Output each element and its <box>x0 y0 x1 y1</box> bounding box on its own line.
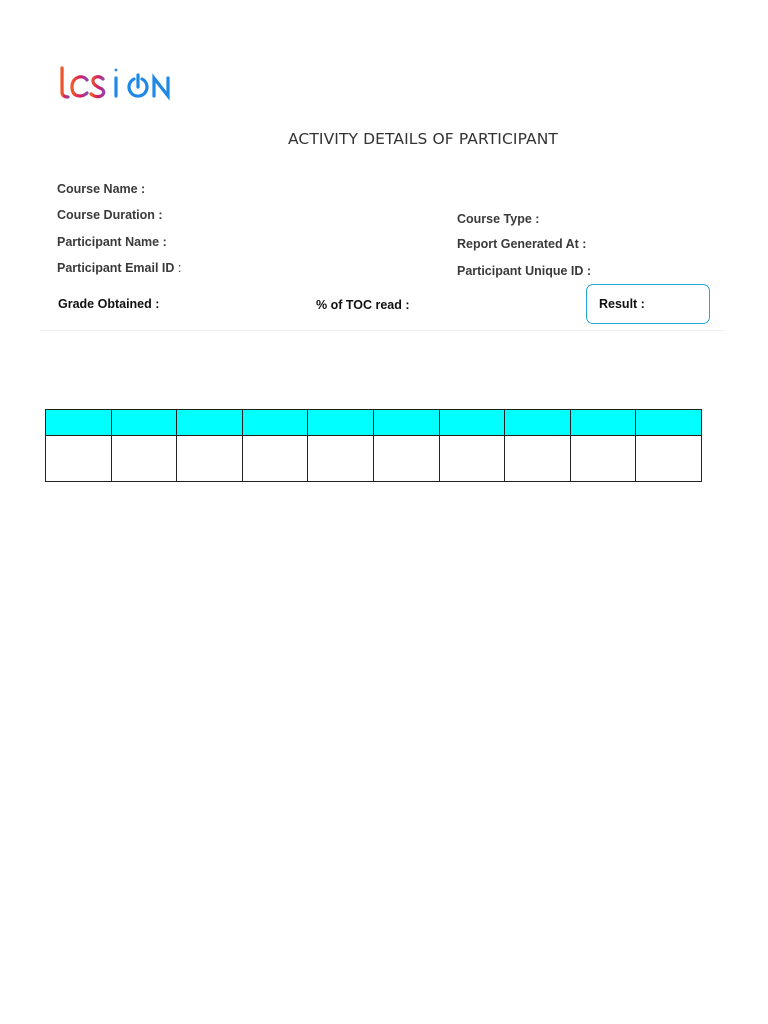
course-type-label: Course Type : <box>457 212 540 226</box>
table-header-cell <box>177 410 243 436</box>
table-header-cell <box>505 410 571 436</box>
table-cell <box>373 436 439 482</box>
table-header-cell <box>242 410 308 436</box>
report-generated-label: Report Generated At : <box>457 237 587 251</box>
tcs-ion-logo <box>56 62 186 102</box>
table-header-cell <box>373 410 439 436</box>
grade-obtained-label: Grade Obtained : <box>58 297 160 311</box>
table-cell <box>570 436 636 482</box>
participant-email-label <box>57 261 181 275</box>
participant-unique-id-label: Participant Unique ID : <box>457 264 592 278</box>
course-name-label: Course Name : <box>57 182 146 196</box>
page-title: ACTIVITY DETAILS OF PARTICIPANT <box>288 130 558 148</box>
participant-email-colon: : <box>174 261 182 275</box>
table-cell <box>308 436 374 482</box>
table-row <box>46 436 702 482</box>
table-header-row <box>46 410 702 436</box>
table-cell <box>177 436 243 482</box>
table-cell <box>46 436 112 482</box>
participant-email-label-text: Participant Email ID <box>57 261 175 275</box>
table-cell <box>636 436 702 482</box>
table-cell <box>505 436 571 482</box>
table-cell <box>242 436 308 482</box>
course-duration-label: Course Duration : <box>57 208 163 222</box>
section-divider <box>40 330 724 331</box>
table-header-cell <box>636 410 702 436</box>
table-header-cell <box>308 410 374 436</box>
result-box <box>586 284 710 324</box>
participant-name-label: Participant Name : <box>57 235 167 249</box>
table-header-cell <box>570 410 636 436</box>
table-cell <box>111 436 177 482</box>
table-cell <box>439 436 505 482</box>
activity-table <box>45 409 702 482</box>
table-header-cell <box>111 410 177 436</box>
toc-read-label: % of TOC read : <box>316 298 410 312</box>
table-header-cell <box>46 410 112 436</box>
result-label: Result : <box>599 297 645 311</box>
table-header-cell <box>439 410 505 436</box>
